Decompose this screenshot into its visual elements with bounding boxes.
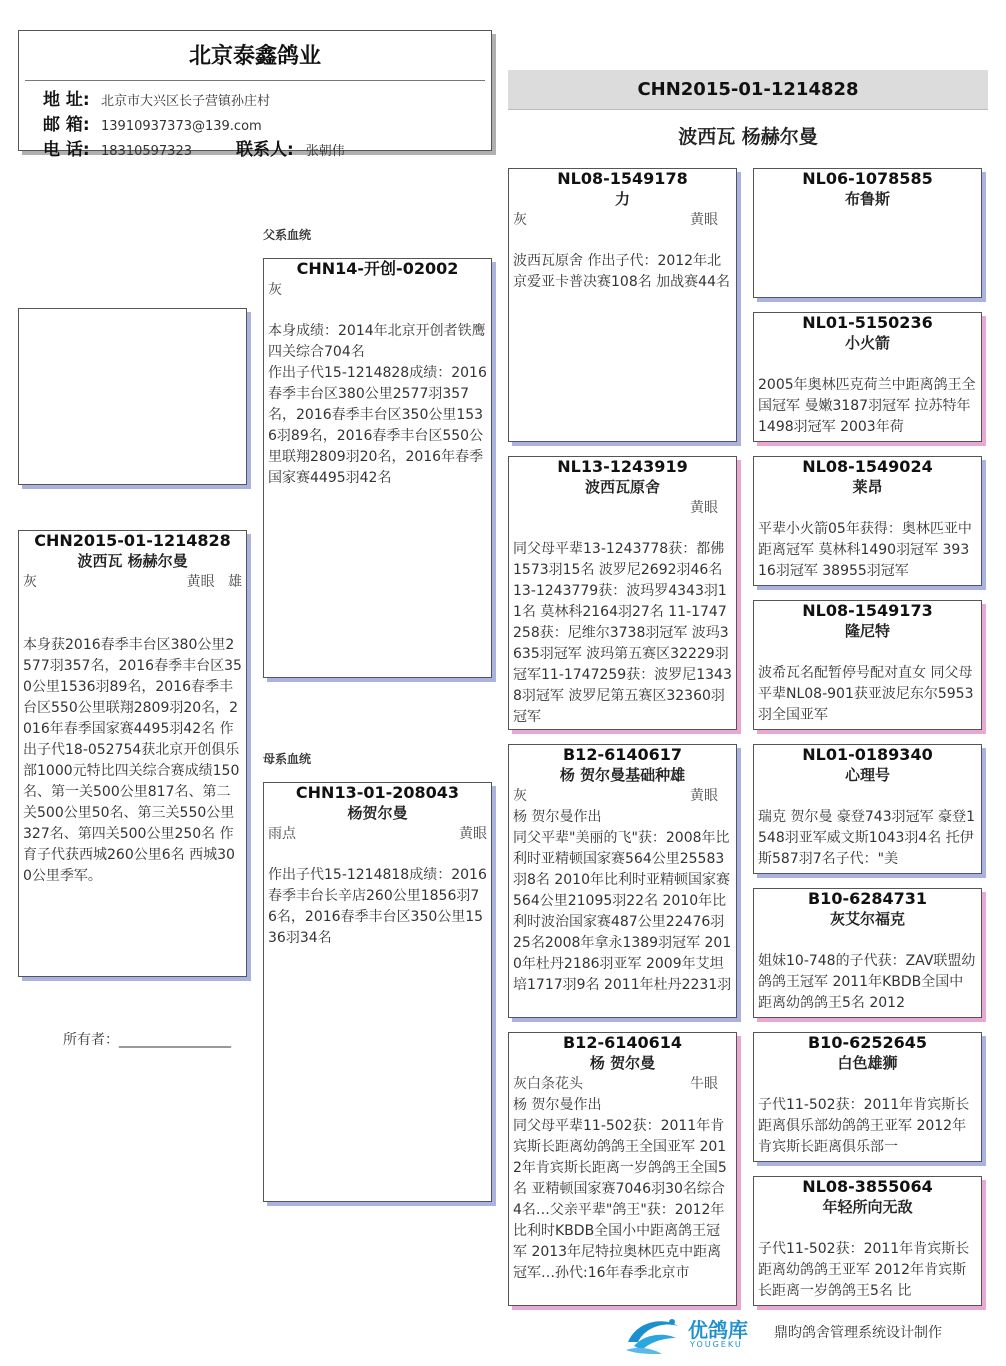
- contact-label: 联系人:: [235, 140, 294, 160]
- dam-description: 作出子代15-1214818成绩：2016春季丰台长辛店260公里1856羽76名，2016春季丰台区350公里1536羽34名: [268, 867, 487, 946]
- gp-eye: 黄眼: [690, 500, 718, 516]
- loft-name: 北京泰鑫鸽业: [188, 44, 321, 69]
- ggp-description: 姐妹10-748的子代获：ZAV联盟幼鸽鸽王冠军 2011年KBDB全国中距离幼鸽鸽王5名 2012: [758, 953, 976, 1011]
- gp-name: 杨 贺尔曼基础种雄: [559, 766, 686, 784]
- dam-color: 雨点: [268, 826, 296, 842]
- gp-ring: B12-6140617: [562, 745, 683, 764]
- phone-value: 18310597323: [101, 144, 192, 159]
- email-value: 13910937373@139.com: [101, 119, 262, 134]
- gp-description: 同父母平辈13-1243778获：都佛1573羽15名 波罗尼2692羽46名 13-1243779获：波玛罗4343羽11名 莫林科2164羽27名 11-1747258获：尼维尔3738羽冠军 波玛3635羽冠军 波玛第五赛区32229羽冠军11-1747259获：波罗尼13438羽冠军 波罗尼第五赛区32360羽冠军: [513, 541, 732, 725]
- gp-attrs: [509, 785, 736, 807]
- address-line: [43, 85, 491, 110]
- ggp-description: 2005年奥林匹克荷兰中距离鸽王全国冠军 曼嫩3187羽冠军 拉苏特年1498羽冠军 2003年荷: [758, 377, 976, 435]
- sire-ring: CHN14-开创-02002: [296, 259, 459, 278]
- gp-attrs: [509, 209, 736, 231]
- sire-description: 本身成绩：2014年北京开创者铁鹰四关综合704名 作出子代15-1214828成绩：2016春季丰台区380公里2577羽357名，2016春季丰台区350公里1536羽89名，2016春季丰台区550公里联翔2809羽20名，2016年春季国家赛4495羽42名: [268, 323, 487, 486]
- subject-card: [18, 530, 247, 977]
- grandsire-paternal-card: [508, 168, 737, 442]
- pigeon-photo: [18, 308, 247, 485]
- ggp-ring: NL01-0189340: [802, 745, 933, 764]
- ggp-name: 布鲁斯: [844, 190, 890, 208]
- gp-description: 杨 贺尔曼作出 同父母平辈11-502获：2011年肯宾斯长距离幼鸽鸽王全国亚军 2012年肯宾斯长距离一岁鸽鸽王全国5名 亚精顿国家赛7046羽30名综合4名…父亲平辈"鸽王"获：2012年比利时KBDB全国小中距离鸽王冠军 2013年尼特拉奥林匹克中距离冠军…孙代:16年春季北京市: [513, 1097, 727, 1281]
- ggp-card-5: [753, 744, 982, 874]
- ggp-ring: NL08-1549024: [802, 457, 933, 476]
- phone-label: 电 话:: [43, 140, 90, 160]
- header-ring: CHN2015-01-1214828: [637, 79, 859, 100]
- system-credit: 鼎昀鸽舍管理系统设计制作: [774, 1325, 942, 1341]
- ggp-name: 白色雄狮: [837, 1054, 898, 1072]
- brand-name: 优鸽库: [688, 1318, 748, 1342]
- granddam-maternal-card: [508, 1032, 737, 1306]
- ggp-name: 年轻所向无敌: [822, 1198, 913, 1216]
- subject-color: 灰: [23, 574, 37, 590]
- brand-name-en: YOUGEKU: [690, 1340, 743, 1349]
- ggp-card-3: [753, 456, 982, 586]
- ggp-name: 小火箭: [844, 334, 890, 352]
- gp-eye: 黄眼: [690, 788, 718, 804]
- pedigree-ring-bar: [508, 70, 988, 110]
- ggp-description: 子代11-502获：2011年肯宾斯长距离俱乐部幼鸽鸽王亚军 2012年肯宾斯长距离俱乐部一: [758, 1097, 970, 1155]
- footer-brand: [622, 1312, 992, 1358]
- ggp-card-2: [753, 312, 982, 442]
- gp-eye: 黄眼: [690, 212, 718, 228]
- ggp-card-1: [753, 168, 982, 298]
- header-pigeon-name: 波西瓦 杨赫尔曼: [678, 126, 818, 148]
- gp-description: 杨 贺尔曼作出 同父平辈"美丽的飞"获：2008年比利时亚精顿国家赛564公里25583羽8名 2010年比利时亚精顿国家赛564公里21095羽22名 2010年比利时波治国家赛487公里22476羽25名2008年拿永1389羽冠军 2010年杜丹2186羽亚军 2009年艾坦培1717羽9名 2011年杜丹2231羽: [513, 809, 732, 993]
- ggp-description: 平辈小火箭05年获得：奥林匹亚中距离冠军 莫林科1490羽冠军 39316羽冠军 38955羽冠军: [758, 521, 972, 579]
- ggp-card-7: [753, 1032, 982, 1162]
- gp-name: 杨 贺尔曼: [589, 1054, 656, 1072]
- gp-color: 灰白条花头: [513, 1076, 583, 1092]
- address-value: 北京市大兴区长子营镇孙庄村: [101, 94, 271, 109]
- owner-line: 所有者：________________: [63, 1032, 231, 1048]
- contact-value: 张朝伟: [305, 144, 345, 159]
- address-label: 地 址:: [43, 90, 90, 110]
- dam-card: [263, 782, 492, 1202]
- dam-name: 杨贺尔曼: [347, 804, 408, 822]
- ggp-card-4: [753, 600, 982, 730]
- gp-color: 灰: [513, 212, 527, 228]
- ggp-name: 灰艾尔福克: [829, 910, 905, 928]
- subject-attrs: [19, 571, 246, 593]
- sire-color: 灰: [268, 282, 282, 298]
- ggp-ring: B10-6252645: [807, 1033, 928, 1052]
- ggp-description: 子代11-502获：2011年肯宾斯长距离幼鸽鸽王亚军 2012年肯宾斯长距离一岁鸽鸽王5名 比: [758, 1241, 970, 1299]
- ggp-name: 莱昂: [852, 478, 883, 496]
- dam-eye: 黄眼: [459, 826, 487, 842]
- ggp-description: 波希瓦名配暂停号配对直女 同父母平辈NL08-901获亚波尼东尔5953羽全国亚军: [758, 665, 974, 723]
- gp-attrs: [509, 497, 736, 519]
- gp-ring: NL13-1243919: [557, 457, 688, 476]
- ggp-ring: NL06-1078585: [802, 169, 933, 188]
- ggp-ring: NL08-1549173: [802, 601, 933, 620]
- subject-eye: 黄眼: [186, 574, 215, 590]
- gp-ring: NL08-1549178: [557, 169, 688, 188]
- sire-line-label: 父系血统: [263, 228, 312, 242]
- ggp-name: 隆尼特: [844, 622, 890, 640]
- sire-card: [263, 258, 492, 678]
- grandsire-maternal-card: [508, 744, 737, 1018]
- subject-ring: CHN2015-01-1214828: [34, 531, 231, 550]
- granddam-paternal-card: [508, 456, 737, 730]
- gp-name: 波西瓦原舍: [584, 478, 660, 496]
- ggp-ring: NL01-5150236: [802, 313, 933, 332]
- email-line: [43, 110, 491, 135]
- gp-color: 灰: [513, 788, 527, 804]
- email-label: 邮 箱:: [43, 115, 90, 135]
- sire-attrs: [264, 279, 491, 301]
- gp-description: 波西瓦原舍 作出子代：2012年北京爱亚卡普决赛108名 加战赛44名: [513, 253, 730, 290]
- subject-sex: 雄: [228, 574, 242, 590]
- ggp-description: 瑞克 贺尔曼 豪登743羽冠军 豪登1548羽亚军威文斯1043羽4名 托伊斯587羽7名子代："美: [758, 809, 975, 867]
- subject-name: 波西瓦 杨赫尔曼: [77, 552, 188, 570]
- ggp-ring: NL08-3855064: [802, 1177, 933, 1196]
- gp-name: 力: [614, 190, 630, 208]
- dam-ring: CHN13-01-208043: [295, 783, 460, 802]
- gp-attrs: [509, 1073, 736, 1095]
- phone-line: [43, 135, 491, 160]
- subject-description: 本身获2016春季丰台区380公里2577羽357名，2016春季丰台区350公里1536羽89名，2016春季丰台区550公里联翔2809羽20名，2016年春季国家赛4495羽42名 作出子代18-052754获北京开创俱乐部1000元特比四关综合赛成绩150名、第一关500公里817名、第二关500公里50名、第三关550公里327名、第四关500公里250名 作育子代获西城260公里6名 西城300公里季军。: [23, 637, 242, 884]
- dam-attrs: [264, 823, 491, 845]
- divider: [25, 80, 485, 81]
- ggp-name: 心理号: [844, 766, 890, 784]
- gp-ring: B12-6140614: [562, 1033, 683, 1052]
- brand-logo-icon: [622, 1312, 684, 1356]
- ggp-ring: B10-6284731: [807, 889, 928, 908]
- loft-info-card: [18, 30, 492, 160]
- ggp-card-8: [753, 1176, 982, 1306]
- dam-line-label: 母系血统: [263, 752, 312, 766]
- ggp-card-6: [753, 888, 982, 1018]
- gp-eye: 牛眼: [690, 1076, 718, 1092]
